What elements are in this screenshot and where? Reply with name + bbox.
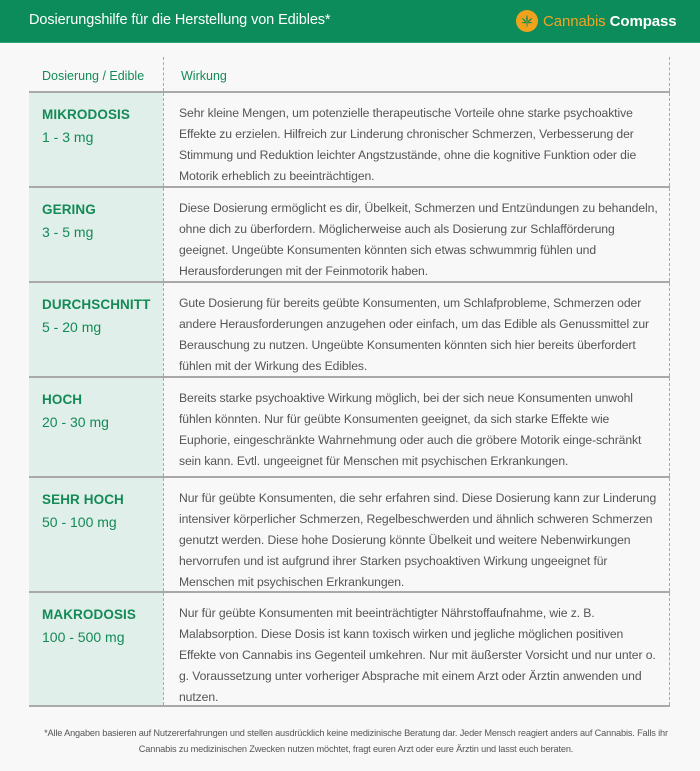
dosage-amount: 20 - 30 mg <box>42 414 109 430</box>
column-divider <box>163 378 164 476</box>
table-right-border <box>669 283 670 376</box>
brand-logo <box>516 9 676 33</box>
table-right-border <box>669 93 670 186</box>
table-right-border <box>669 478 670 591</box>
dosage-level: SEHR HOCH <box>42 492 124 507</box>
table-row <box>29 478 670 593</box>
table-row <box>29 283 670 378</box>
effect-description: Nur für geübte Konsumenten mit beeinträchtigter Nährstoffaufnahme, wie z. B. Malabsorption. Diese Dosis ist kann toxisch wirken und jegliche möglichen positiven Effekte von Cannabis ins Gegenteil umkehren. Nur mit äußerster Vorsicht und nur unter o. g. Voraussetzung unter vorheriger Absprache mit einem Arzt oder Ärztin anwenden und nutzen. <box>179 606 656 704</box>
effect-description: Gute Dosierung für bereits geübte Konsumenten, um Schlafprobleme, Schmerzen oder andere Herausforderungen anzugehen oder einfach, um das Edible als Genussmittel zur Berauschung zu nutzen. Ungeübte Konsumenten könnten sich hier bereits überfordert fühlen mit der Wirkung des Edibles. <box>179 296 650 373</box>
column-divider <box>163 283 164 376</box>
dosage-level: DURCHSCHNITT <box>42 297 151 312</box>
dosage-amount: 5 - 20 mg <box>42 319 102 335</box>
dosage-level: MAKRODOSIS <box>42 607 137 622</box>
table-right-border <box>669 593 670 705</box>
dosage-level: GERING <box>42 202 96 217</box>
table-row <box>29 93 670 188</box>
column-divider <box>163 188 164 281</box>
table-row <box>29 188 670 283</box>
brand-name-part2: Compass <box>609 12 677 30</box>
effect-description: Nur für geübte Konsumenten, die sehr erfahren sind. Diese Dosierung kann zur Linderung intensiver körperlicher Schmerzen, Regelbeschwerden und ähnlich schweren Schmerzen genutzt werden. Diese hohe Dosierung könnte Übelkeit und weitere Nebenwirkungen hervorrufen und ist aufgrund ihrer Starken psychoaktiven Wirkung ungeeignet für Menschen mit psychischen Erkrankungen. <box>179 491 657 589</box>
dosage-amount: 100 - 500 mg <box>42 629 125 645</box>
column-divider <box>163 57 164 91</box>
table-right-border <box>669 57 670 91</box>
cannabis-leaf-icon <box>516 10 538 32</box>
effect-description: Sehr kleine Mengen, um potenzielle therapeutische Vorteile ohne starke psychoaktive Effekte zu erzielen. Hilfreich zur Linderung chronischer Schmerzen, Verbesserung der Stimmung und Reduktion leichter Angstzustände, ohne die kognitive Funktion oder die Motorik erheblich zu beeinträchtigen. <box>179 106 637 183</box>
page-title: Dosierungshilfe für die Herstellung von Edibles* <box>29 12 331 28</box>
effect-description: Diese Dosierung ermöglicht es dir, Übelkeit, Schmerzen und Entzündungen zu behandeln, ohne dich zu überfordern. Möglicherweise auch als Dosierung zur Schlafförderung geeignet. Ungeübte Konsumenten könnten sich etwas schwummrig fühlen und Herausforderungen mit der Feinmotorik haben. <box>179 201 658 278</box>
column-divider <box>163 93 164 186</box>
column-header-effect: Wirkung <box>181 69 227 83</box>
table-right-border <box>669 378 670 476</box>
brand-name <box>543 13 676 30</box>
table-row <box>29 378 670 478</box>
dosage-level: HOCH <box>42 392 83 407</box>
brand-name-part1: Cannabis <box>543 12 606 30</box>
table-row <box>29 593 670 707</box>
header-bar <box>0 0 700 43</box>
column-divider <box>163 593 164 705</box>
dosage-amount: 50 - 100 mg <box>42 514 117 530</box>
effect-description: Bereits starke psychoaktive Wirkung möglich, bei der sich neue Konsumenten unwohl fühlen könnten. Nur für geübte Konsumenten geeignet, da sich starke Effekte wie Euphorie, eingeschränkte Wahrnehmung oder auch die gröbere Motorik einge-schränkt sein kann. Evtl. ungeeignet für Menschen mit psychischen Erkrankungen. <box>179 391 642 468</box>
table-right-border <box>669 188 670 281</box>
dosage-level: MIKRODOSIS <box>42 107 131 122</box>
table-header <box>29 57 670 93</box>
dosage-amount: 3 - 5 mg <box>42 224 94 240</box>
dosage-table <box>29 57 670 707</box>
disclaimer-footnote: *Alle Angaben basieren auf Nutzererfahrungen und stellen ausdrücklich keine medizinische Beratung dar. Jeder Mensch reagiert anders auf Cannabis. Falls ihr Cannabis zu medizinischen Zwecken nutzen möchtet, fragt euren Arzt oder eure Ärztin und lasst euch beraten. <box>44 728 668 754</box>
column-header-dosage: Dosierung / Edible <box>42 69 145 83</box>
column-divider <box>163 478 164 591</box>
dosage-amount: 1 - 3 mg <box>42 129 94 145</box>
